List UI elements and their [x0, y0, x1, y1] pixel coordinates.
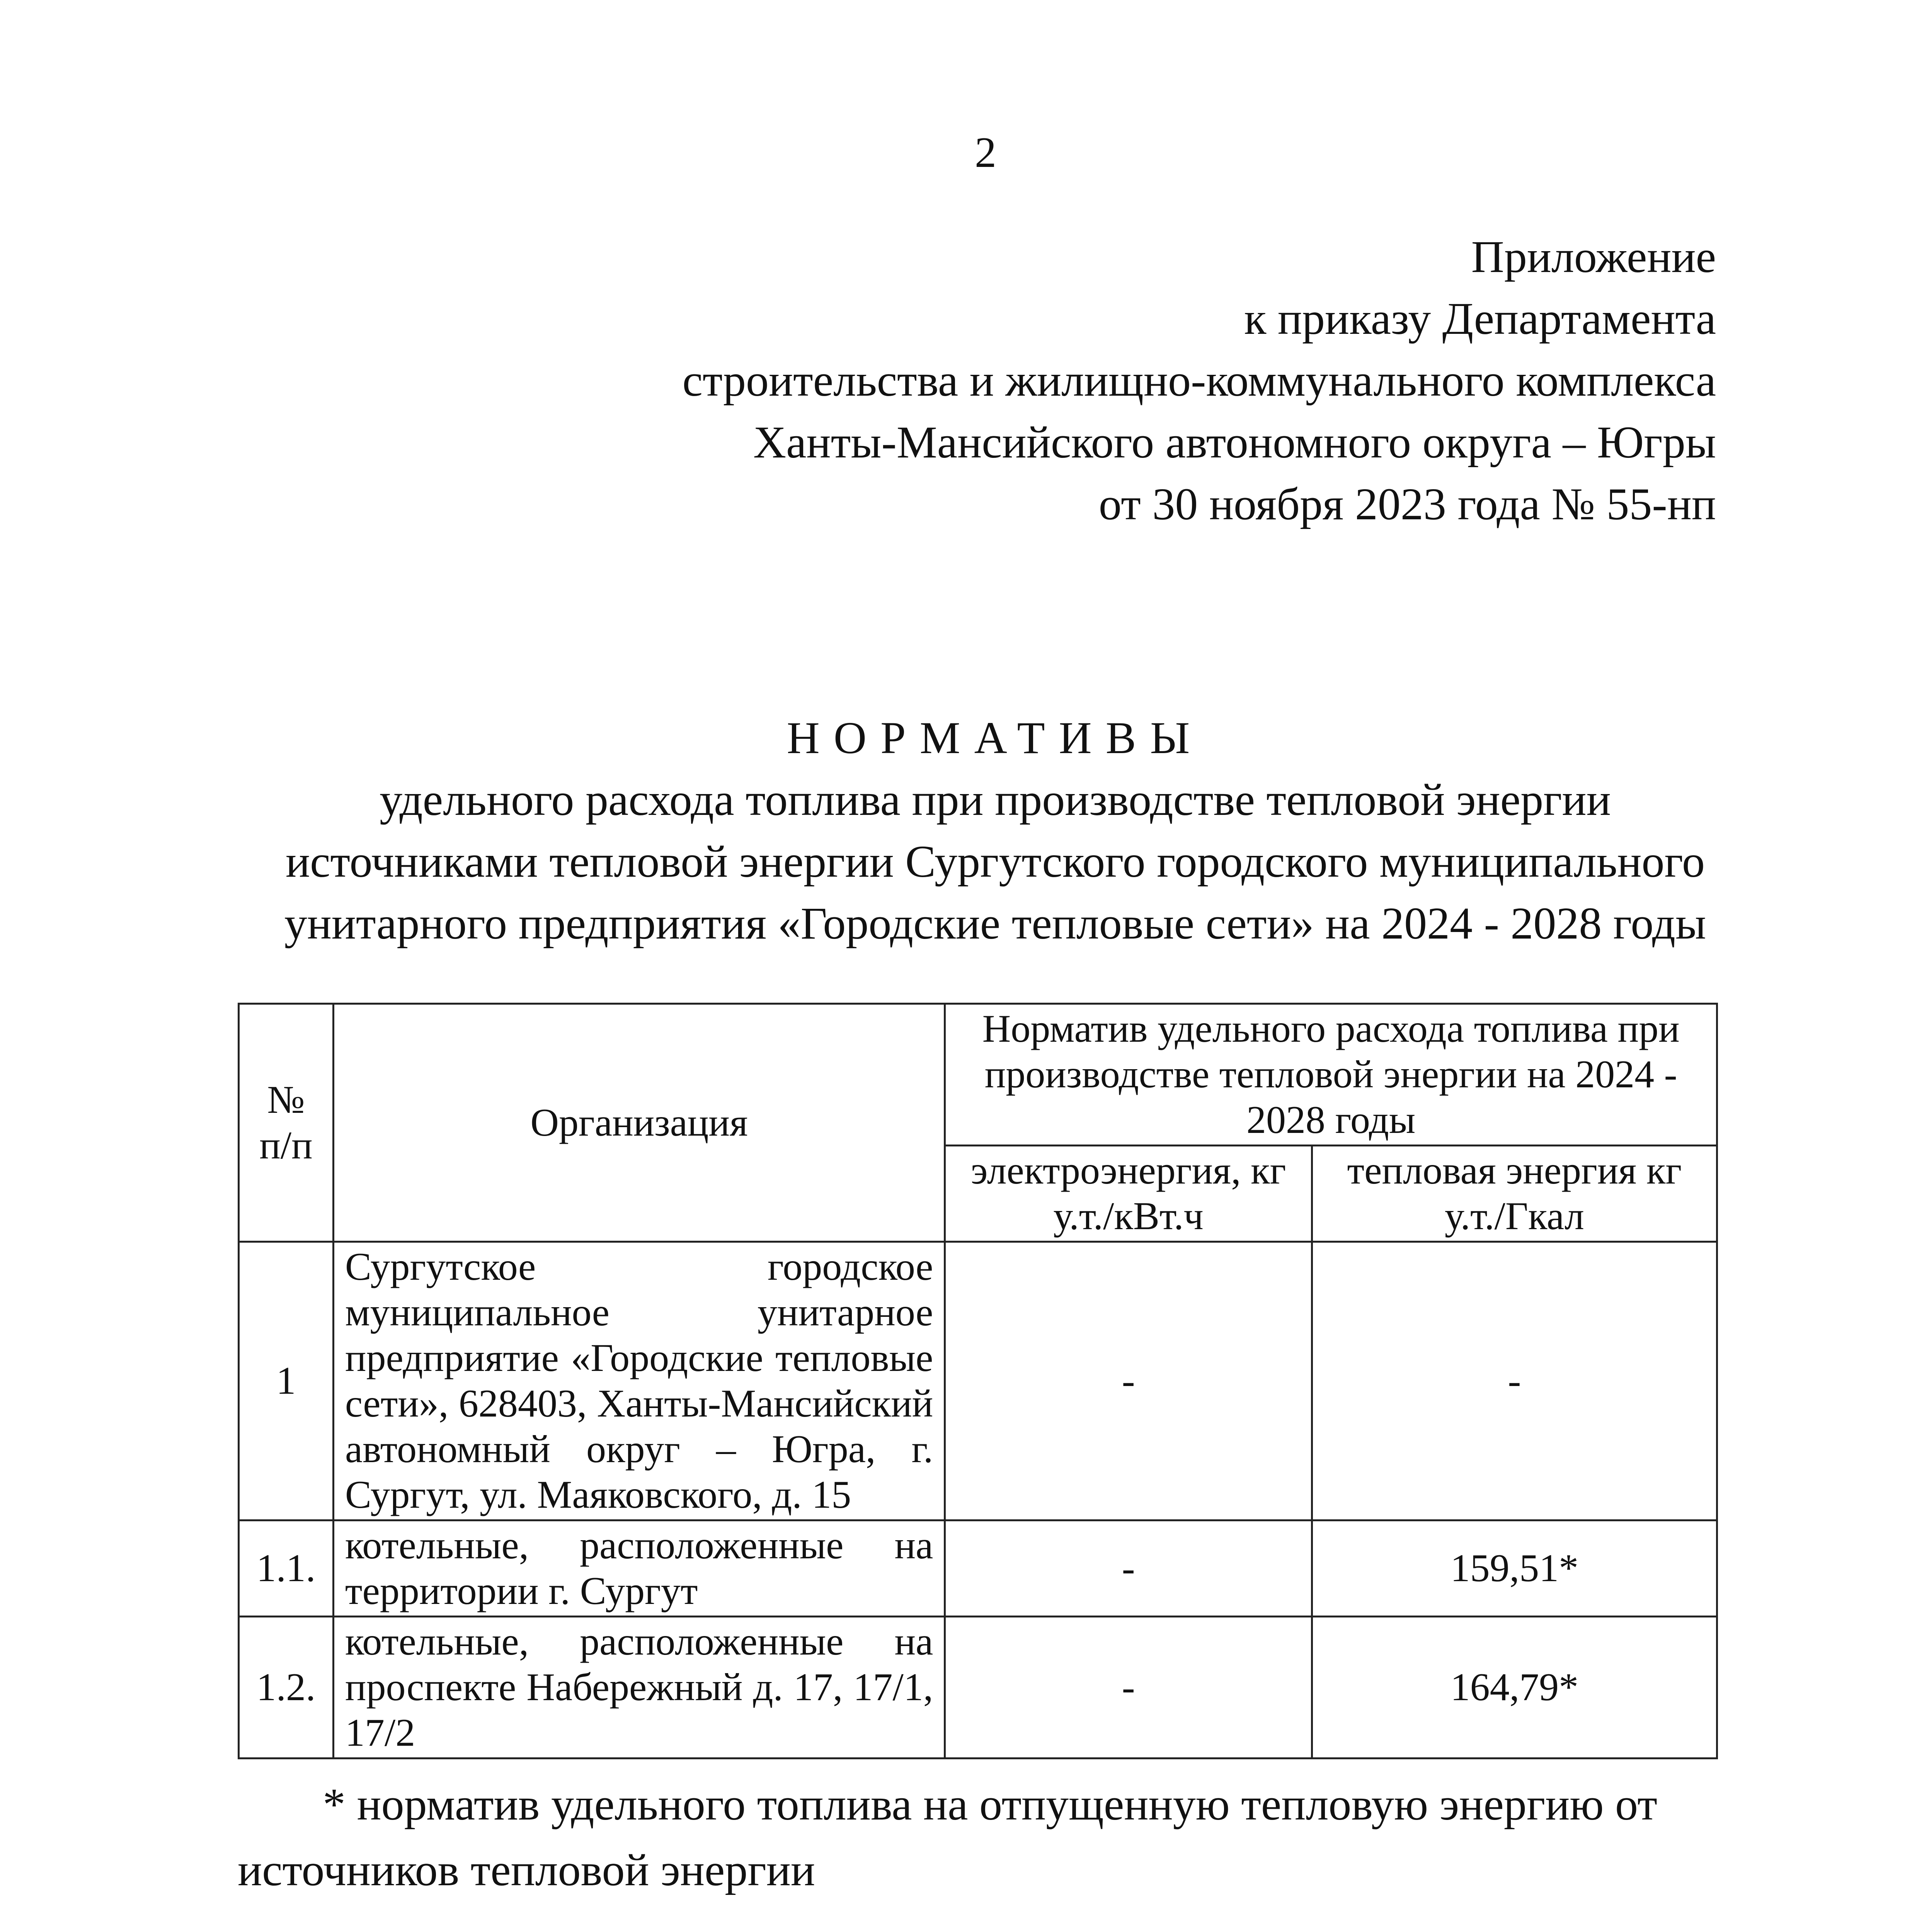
table-row: [239, 1520, 1717, 1617]
title-line: удельного расхода топлива при производстве тепловой энергии: [380, 774, 1611, 825]
row-thermal: 164,79*: [1312, 1617, 1717, 1759]
row-number: 1: [239, 1242, 334, 1520]
row-organization: котельные, расположенные на проспекте Набережный д. 17, 17/1, 17/2: [333, 1617, 945, 1759]
appendix-block: [683, 226, 1716, 535]
appendix-line: строительства и жилищно-коммунального комплекса: [682, 355, 1716, 406]
row-number: 1.2.: [239, 1617, 334, 1759]
document-title: [232, 707, 1759, 954]
row-thermal: 159,51*: [1312, 1520, 1717, 1617]
header-electric: электроэнергия, кг у.т./кВт.ч: [945, 1146, 1312, 1242]
footnote: * норматив удельного топлива на отпущенную тепловую энергию от источников тепловой энергии: [238, 1779, 1658, 1895]
appendix-line: к приказу Департамента: [1244, 293, 1716, 344]
row-electric: -: [945, 1242, 1312, 1520]
row-electric: -: [945, 1617, 1312, 1759]
title-line: унитарного предприятия «Городские тепловые сети» на 2024 - 2028 годы: [284, 898, 1706, 949]
title-main: НОРМАТИВЫ: [787, 713, 1204, 763]
row-thermal: -: [1312, 1242, 1717, 1520]
row-organization: котельные, расположенные на территории г. Сургут: [333, 1520, 945, 1617]
row-electric: -: [945, 1520, 1312, 1617]
table-row: [239, 1617, 1717, 1759]
norms-table: [238, 1003, 1718, 1759]
row-organization: Сургутское городское муниципальное унитарное предприятие «Городские тепловые сети», 628403, Ханты-Мансийский автономный округ – Югра, г. Сургут, ул. Маяковского, д. 15: [333, 1242, 945, 1520]
table-header-row: [239, 1004, 1717, 1146]
row-number: 1.1.: [239, 1520, 334, 1617]
appendix-line: Приложение: [1471, 231, 1716, 282]
table-row: [239, 1242, 1717, 1520]
appendix-line: от 30 ноября 2023 года № 55-нп: [1098, 479, 1716, 529]
title-line: источниками тепловой энергии Сургутского городского муниципального: [285, 836, 1705, 887]
header-thermal: тепловая энергия кг у.т./Гкал: [1312, 1146, 1717, 1242]
appendix-line: Ханты-Мансийского автономного округа – Югры: [753, 417, 1716, 468]
header-norm-group: Норматив удельного расхода топлива при производстве тепловой энергии на 2024 - 2028 годы: [945, 1004, 1717, 1146]
header-organization: Организация: [333, 1004, 945, 1242]
page-number: 2: [975, 129, 996, 177]
header-number: № п/п: [239, 1004, 334, 1242]
